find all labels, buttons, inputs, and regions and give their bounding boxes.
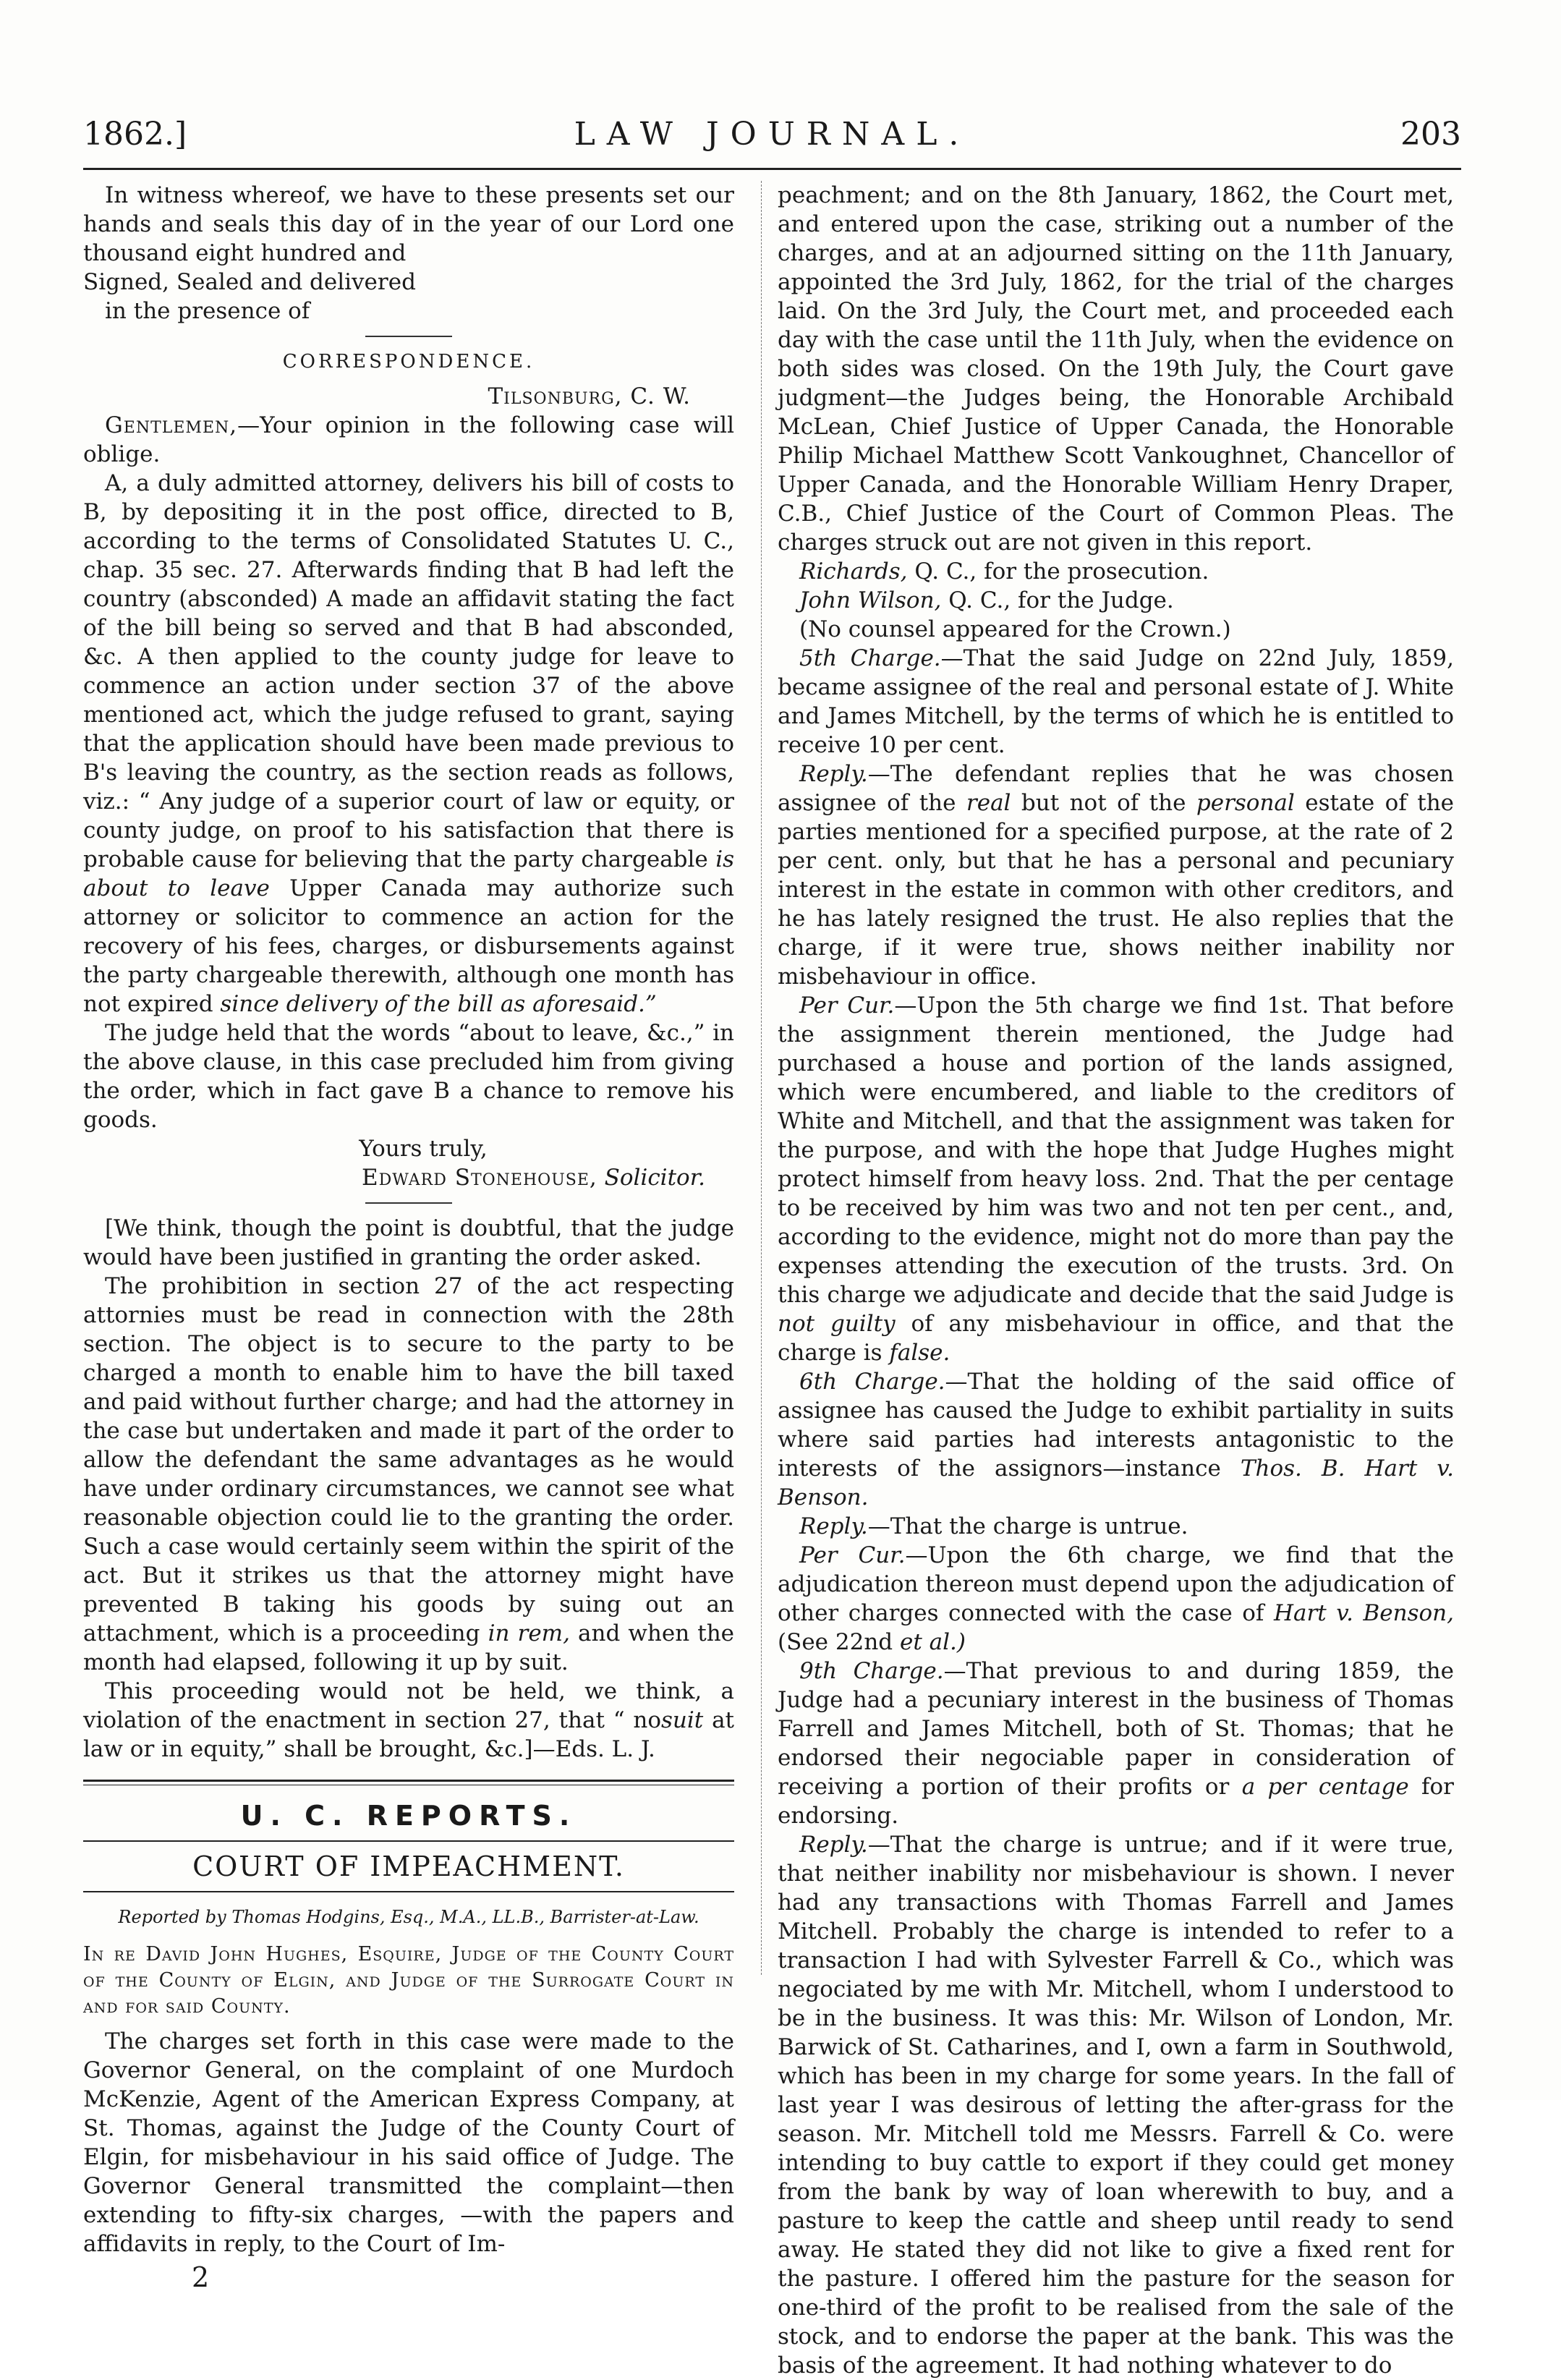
case-paragraph-continued: peachment; and on the 8th January, 1862, the Court met, and entered upon the case, striking out a number of the charges, and at an adjourned sitting on the 11th January, appointed the 3rd July, 1862, for the trial of the charges laid. On the 3rd July, the Court met, and proceeded each day with the case until the 11th July, when the evidence on both sides was closed. On the 19th July, the Court gave judgment—the Judges being, the Honorable Archibald McLean, Chief Justice of Upper Canada, the Honorable Philip Michael Matthew Scott Vankoughnet, Chancellor of Upper Canada, and the Honorable William Henry Draper, C.B., Chief Justice of the Court of Common Pleas. The charges struck out are not given in this report.: [778, 182, 1454, 556]
charge-5-label: 5th Charge.: [799, 645, 941, 671]
section-rule: [83, 1840, 734, 1842]
deed-testimonium: In witness whereof, we have to these presents set our hands and seals this day of in the year of our Lord one thousand eight hundred and: [83, 182, 734, 266]
editorial-text-a: The prohibition in section 27 of the act respecting attornies must be read in connection with the 28th section. The object is to secure to the party to be charged a month to enable him to have the bill taxed and paid without further charge; and had the attorney in the case but undertaken and made it part of the order to allow the defendant the same advantages as he would have under ordinary circumstances, we cannot see what reasonable objection could lie to the granting the order. Such a case would certainly seem within the spirit of the act. But it strikes us that the attorney might have prevented B taking his goods by suing out an attachment, which is a proceeding: [83, 1273, 734, 1646]
reply-5-text-a: —The defendant replies that he was chosen assignee of the: [778, 761, 1454, 816]
per-curiam-5-label: Per Cur.: [799, 993, 895, 1019]
opening-text: —Your opinion in the following case will oblige.: [83, 412, 734, 467]
charge-6: [778, 1367, 1454, 1512]
counsel-judge: [778, 586, 1454, 615]
case-caption: In re David John Hughes, Esquire, Judge of the County Court of the County of Elgin, and Judge of the Surrogate Court in and for said County.: [83, 1943, 734, 2018]
reply-5: [778, 760, 1454, 991]
reply-6-text: —That the charge is untrue.: [867, 1513, 1188, 1539]
deed-signed: Signed, Sealed and delivered: [83, 269, 416, 295]
per-curiam-5-text-b: of any misbehaviour in office, and that the charge is: [778, 1311, 1454, 1366]
left-column: [83, 181, 734, 2292]
reply-6-label: Reply.: [799, 1513, 868, 1539]
correspondence-opening: [83, 411, 734, 469]
per-curiam-5: [778, 991, 1454, 1367]
per-curiam-5-text-a: —Upon the 5th charge we find 1st. That before the assignment therein mentioned, the Judge had purchased a house and portion of the lands assigned, which were encumbered, and liable to the creditors of White and Mitchell, and that the assignment was taken for the purpose, and with the hope that Judge Hughes might protect himself from heavy loss. 2nd. That the per centage to be received by him was two and not ten per cent., and, according to the evidence, might not do more than pay the expenses attending the execution of the trusts. 3rd. On this charge we adjudicate and decide that the said Judge is: [778, 993, 1454, 1308]
charge-6-label: 6th Charge.: [799, 1369, 945, 1395]
charge-6-text: —That the holding of the said office of assignee has caused the Judge to exhibit partiality in suits where said parties had interests antagonistic to the interests of the assignors—instance: [778, 1369, 1454, 1482]
counsel-name-2: John Wilson,: [799, 587, 942, 613]
reply-9-text: —That the charge is untrue; and if it were true, that neither inability nor misbehaviour is shown. I never had any transactions with Thomas Farrell and James Mitchell. Probably the charge is intended to refer to a transaction I had with Sylvester Farrell & Co., which was negociated by me with Mr. Mitchell, whom I understood to be in the business. It was this: Mr. Wilson of London, Mr. Barwick of St. Catharines, and I, own a farm in Southwold, which has been in my charge for some years. In the fall of last year I was desirous of letting the after-grass for the season. Mr. Mitchell told me Messrs. Farrell & Co. were intending to buy cattle to export if they could get money from the bank by way of loan wherewith to buy, and a pasture to keep the cattle and sheep until ready to send away. He stated they did not like to give a fixed rent for the pasture. I offered him the pasture for the season for one-third of the profit to be realised from the sale of the stock, and to endorse the paper at the bank. This was the basis of the agreement. It had nothing whatever to do: [778, 1832, 1454, 2379]
editorial-paragraph-2: [83, 1272, 734, 1677]
reply-5-real: real: [966, 790, 1011, 816]
column-divider: [761, 181, 762, 1975]
reply-5-label: Reply.: [799, 761, 868, 787]
editorial-italic-in-rem: in rem,: [488, 1620, 570, 1646]
per-curiam-6-et-al: et al.): [900, 1629, 966, 1655]
signature-name: Edward Stonehouse,: [362, 1165, 597, 1191]
separator-rule: [365, 1202, 452, 1204]
letter-paragraph-1: [83, 469, 734, 1019]
editorial-paragraph-3: [83, 1677, 734, 1764]
editorial-text-b: and when the month had elapsed, following it up by suit.: [83, 1620, 734, 1675]
section-rule: [83, 1891, 734, 1892]
per-curiam-5-false: false.: [889, 1340, 950, 1366]
journal-title: LAW JOURNAL.: [574, 116, 971, 153]
editorial-paragraph-1: [We think, though the point is doubtful, that the judge would have been justified in granting the order asked.: [83, 1215, 734, 1270]
counsel-role-1: Q. C., for the prosecution.: [914, 558, 1209, 585]
folio-mark: 2: [192, 2261, 210, 2293]
deed-presence: in the presence of: [105, 298, 310, 324]
section-rule: [83, 1780, 734, 1785]
correspondence-heading: CORRESPONDENCE.: [282, 351, 535, 373]
reply-5-text-c: estate of the parties mentioned for a specified purpose, at the rate of 2 per cent. only, but that he has a personal and pecuniary interest in the estate in common with other creditors, and he has lately resigned the trust. He also replies that the charge, if it were true, shows neither inability nor misbehaviour in office.: [778, 790, 1455, 990]
counsel-crown: (No counsel appeared for the Crown.): [799, 616, 1231, 642]
reporter-line: Reported by Thomas Hodgins, Esq., M.A., LL.B., Barrister-at-Law.: [118, 1907, 699, 1927]
editorial-italic-suit: suit: [661, 1707, 704, 1733]
court-title: COURT OF IMPEACHMENT.: [192, 1850, 625, 1882]
correspondence-place: Tilsonburg, C. W.: [488, 383, 691, 409]
page-number: 203: [1400, 116, 1461, 153]
reply-9: [778, 1830, 1454, 2380]
letter-signature: [83, 1163, 734, 1192]
running-head: [83, 116, 1461, 159]
right-column: [778, 181, 1454, 2380]
reply-9-label: Reply.: [799, 1832, 868, 1858]
letter-closing: Yours truly,: [359, 1136, 488, 1162]
case-paragraph-1: The charges set forth in this case were made to the Governor General, on the complaint of one Murdoch McKenzie, Agent of the American Express Company, at St. Thomas, against the Judge of the County Court of Elgin, for misbehaviour in his said office of Judge. The Governor General transmitted the complaint—then extending to fifty-six charges, —with the papers and affidavits in reply, to the Court of Im-: [83, 2028, 734, 2257]
charge-6-case: Thos. B. Hart v. Benson.: [778, 1455, 1454, 1510]
per-curiam-6-text-a: —Upon the 6th charge, we find that the adjudication thereon must depend upon the adjudication of other charges connected with the case of: [778, 1542, 1455, 1626]
reply-5-personal: personal: [1196, 790, 1295, 816]
charge-5-text: —That the said Judge on 22nd July, 1859, became assignee of the real and personal estate of J. White and James Mitchell, by the terms of which he is entitled to receive 10 per cent.: [778, 645, 1454, 758]
letter-italic-since-delivery: since delivery of the bill as aforesaid.”: [220, 991, 657, 1017]
per-curiam-6-case: Hart v. Benson,: [1273, 1600, 1454, 1626]
per-curiam-6-label: Per Cur.: [799, 1542, 906, 1568]
charge-9: [778, 1657, 1454, 1830]
letter-text-a: A, a duly admitted attorney, delivers his bill of costs to B, by depositing it in the post office, directed to B, according to the terms of Consolidated Statutes U. C., chap. 35 sec. 27. Afterwards finding that B had left the country (absconded) A made an affidavit stating the fact of the bill being so served and that B had absconded, &c. A then applied to the county judge for leave to commence an action under section 37 of the above mentioned act, which the judge refused to grant, saying that the application should have been made previous to B's leaving the country, as the section reads as follows, viz.: “ Any judge of a superior court of law or equity, or county judge, on proof to his satisfaction that there is probable cause for believing that the party chargeable: [83, 470, 734, 872]
salutation: Gentlemen,: [105, 412, 238, 438]
counsel-prosecution: [778, 557, 1454, 586]
letter-italic-about-to-leave: is about to leave: [83, 846, 735, 901]
letter-text-b: Upper Canada may authorize such attorney or solicitor to commence an action for the recovery of his fees, charges, or disbursements against the party chargeable therewith, although one month has not expired: [83, 875, 734, 1017]
reply-6: [778, 1512, 1454, 1541]
separator-rule: [365, 336, 452, 337]
charge-9-per-centage: a per centage: [1241, 1774, 1409, 1800]
per-curiam-5-not-guilty: not guilty: [778, 1311, 896, 1337]
header-year: 1862.]: [83, 116, 187, 153]
section-title: U. C. REPORTS.: [240, 1800, 577, 1832]
charge-9-text-a: —That previous to and during 1859, the Judge had a pecuniary interest in the business of Thomas Farrell and James Mitchell, both of St. Thomas; that he endorsed their negociable paper in consideration of receiving a portion of their profits or: [778, 1658, 1454, 1800]
per-curiam-6: [778, 1541, 1454, 1657]
charge-5: [778, 644, 1454, 760]
charge-9-text-b: for endorsing.: [778, 1774, 1454, 1829]
header-rule: [83, 168, 1461, 170]
reply-5-text-b: but not of the: [1021, 790, 1186, 816]
per-curiam-6-text-b: (See 22nd: [778, 1629, 893, 1655]
letter-paragraph-2: The judge held that the words “about to leave, &c.,” in the above clause, in this case precluded him from giving the order, which in fact gave B a chance to remove his goods.: [83, 1020, 734, 1133]
signature-title: Solicitor.: [604, 1165, 705, 1191]
counsel-role-2: Q. C., for the Judge.: [948, 587, 1174, 613]
counsel-name-1: Richards,: [799, 558, 908, 585]
charge-9-label: 9th Charge.: [799, 1658, 944, 1684]
editorial-text-d: at law or in equity,” shall be brought, &c.]—Eds. L. J.: [83, 1707, 735, 1762]
editorial-text-c: This proceeding would not be held, we think, a violation of the enactment in section 27, that “ no: [83, 1678, 734, 1733]
